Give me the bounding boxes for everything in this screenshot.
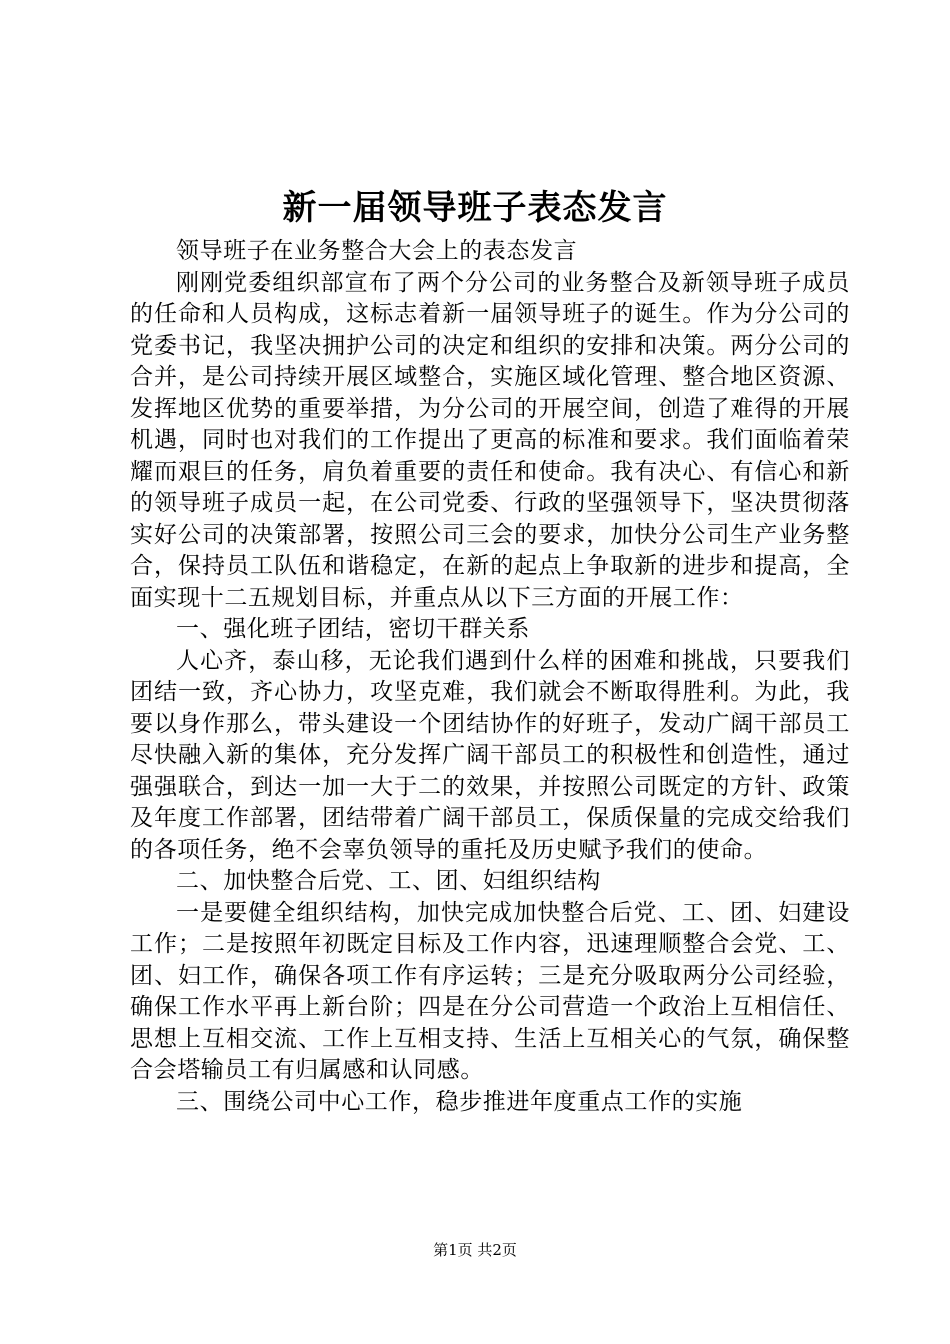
paragraph-intro: 刚刚党委组织部宣布了两个分公司的业务整合及新领导班子成员的任命和人员构成，这标志着新一届领导班子的诞生。作为分公司的党委书记，我坚决拥护公司的决定和组织的安排和决策。两分公司的合并，是公司持续开展区域整合，实施区域化管理、整合地区资源、发挥地区优势的重要举措，为分公司的开展空间，创造了难得的开展机遇，同时也对我们的工作提出了更高的标准和要求。我们面临着荣耀而艰巨的任务，肩负着重要的责任和使命。我有决心、有信心和新的领导班子成员一起，在公司党委、行政的坚强领导下，坚决贯彻落实好公司的决策部署，按照公司三会的要求，加快分公司生产业务整合，保持员工队伍和谐稳定，在新的起点上争取新的进步和提高，全面实现十二五规划目标，并重点从以下三方面的开展工作： (130, 269, 850, 611)
paragraph-subtitle: 领导班子在业务整合大会上的表态发言 (176, 238, 578, 264)
section-heading-1: 一、强化班子团结，密切干群关系 (176, 616, 530, 642)
page-number-footer: 第1页 共2页 (433, 1241, 517, 1259)
section-heading-2: 二、加快整合后党、工、团、妇组织结构 (176, 868, 601, 894)
paragraph-section-2: 一是要健全组织结构，加快完成加快整合后党、工、团、妇建设工作；二是按照年初既定目标及工作内容，迅速理顺整合会党、工、团、妇工作，确保各项工作有序运转；三是充分吸取两分公司经验，确保工作水平再上新台阶；四是在分公司营造一个政治上互相信任、思想上互相交流、工作上互相支持、生活上互相关心的气氛，确保整合会塔输员工有归属感和认同感。 (130, 899, 850, 1083)
document-title: 新一届领导班子表态发言 (282, 188, 668, 228)
document-body (130, 236, 850, 1118)
section-heading-3: 三、围绕公司中心工作，稳步推进年度重点工作的实施 (176, 1088, 743, 1115)
paragraph-section-1: 人心齐，泰山移，无论我们遇到什么样的困难和挑战，只要我们团结一致，齐心协力，攻坚克难，我们就会不断取得胜利。为此，我要以身作那么，带头建设一个团结协作的好班子，发动广阔干部员工尽快融入新的集体，充分发挥广阔干部员工的积极性和创造性，通过强强联合，到达一加一大于二的效果，并按照公司既定的方针、政策及年度工作部署，团结带着广阔干部员工，保质保量的完成交给我们的各项任务，绝不会辜负领导的重托及历史赋予我们的使命。 (130, 647, 850, 863)
